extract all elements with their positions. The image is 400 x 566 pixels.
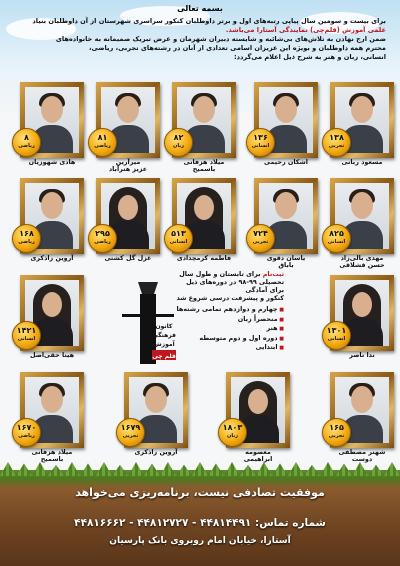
rank-badge: ۱۶۷۰ ریاضی	[12, 418, 41, 447]
rank-badge: ۱۳۰۱ انسانی	[322, 321, 351, 350]
logo-text: فرهنگی	[152, 332, 176, 339]
student-card	[20, 178, 84, 270]
student-card	[169, 178, 236, 270]
rank-badge: ۱۴۲۱ انسانی	[12, 321, 41, 350]
student-card	[172, 82, 236, 174]
student-name: معصومه ابراهیمی	[243, 448, 273, 463]
student-name: هینا حقی‌اصل	[29, 351, 74, 359]
student-card	[254, 178, 318, 270]
qalamchi-logo	[118, 280, 178, 372]
student-name: میرآرین عزیز هنرآباد	[108, 158, 148, 173]
announcement-header	[14, 4, 386, 62]
phone-numbers: شماره تماس: ۴۴۸۱۴۴۹۱ - ۴۴۸۱۲۷۲۷ - ۴۴۸۱۶۶۶۲	[74, 517, 326, 529]
promo-line: تحصیلی ۹۹-۹۸ در دوره‌های ذیل برای آمادگی	[186, 278, 284, 294]
student-card	[16, 372, 84, 464]
student-name: میلاد هزفانی باسمیح	[183, 158, 225, 173]
rank-badge: ۱۶۷۹ تجربی	[116, 418, 145, 447]
promo-title-highlight: ثبت‌نام	[262, 270, 284, 278]
rank-badge: ۱۶۸ ریاضی	[12, 224, 41, 253]
student-name: هادی شهوزیان	[28, 158, 76, 166]
student-card	[330, 372, 394, 464]
header-line: محترم همه داوطلبان و بویژه این عزیزان اسامی تعدادی از آنان در رشته‌های تجربی، ریاضی،	[88, 44, 386, 52]
rank-badge: ۵۱۳ انسانی	[164, 224, 193, 253]
student-card	[330, 82, 394, 174]
student-card	[96, 178, 160, 270]
student-name: آروین زاذکری	[30, 254, 74, 262]
header-line: علمی آموزش (قلم‌چی) نمایندگی آستارا می‌باشد.	[225, 26, 386, 34]
logo-text: کانون	[155, 323, 173, 330]
rank-badge: ۸۱ ریاضی	[88, 128, 117, 157]
header-line: ضمن ارج نهادن به تلاش‌های بی‌شائبه و شایسته دبیران شهرمان و عرض تبریک صمیمانه به خانواده‌های	[55, 35, 386, 43]
student-card	[20, 82, 84, 174]
student-name: ندا ناصر	[349, 351, 375, 359]
rank-badge: ۸۲ زبان	[164, 128, 193, 157]
student-card	[327, 178, 394, 270]
rank-badge: ۱۶۵ تجربی	[322, 418, 351, 447]
rank-badge: ۸۲۵ انسانی	[322, 224, 351, 253]
student-name: مسعود ربانی	[341, 158, 383, 166]
rank-badge: ۱۸۰۳ زبان	[218, 418, 247, 447]
course-item: ■ منحصراً زبان	[176, 315, 284, 325]
logo-text: آموزش	[153, 341, 175, 348]
address: آستارا، خیابان امام روبروی بانک پارسیان	[109, 536, 291, 546]
student-name: غزل گل کشتی	[104, 254, 152, 262]
student-card	[251, 82, 318, 174]
course-item: ■ چهارم و دوازدهم تمامی رشته‌ها	[176, 305, 284, 315]
promo-text	[176, 270, 284, 353]
student-card	[326, 275, 394, 367]
promo-title: برای تابستان و طول سال	[179, 270, 261, 278]
student-card	[96, 82, 160, 174]
rank-badge: ۲۹۵ ریاضی	[88, 224, 117, 253]
rank-badge: ۸ ریاضی	[12, 128, 41, 157]
slogan: موفقیت تصادفی نیست، برنامه‌ریزی می‌خواهد	[75, 486, 325, 499]
student-name: آروین زاذکری	[134, 448, 178, 456]
student-name: فاطمه کرمچدادی	[176, 254, 232, 262]
course-list	[176, 305, 284, 353]
logo-brand: قلم چی	[152, 353, 176, 360]
student-name: شهنر مصطفی دوست	[338, 448, 386, 463]
student-card	[222, 372, 290, 464]
registration-promo	[118, 270, 283, 370]
student-card	[16, 275, 84, 367]
student-name: اشکان رحیمی	[264, 158, 308, 166]
rank-badge: ۱۳۶ انسانی	[246, 128, 275, 157]
student-name: یاسان دقوی باباق	[266, 254, 306, 269]
header-line: انسانی، زبان و هنر به شرح ذیل اعلام می‌گردد:	[233, 53, 386, 61]
rank-badge: ۱۳۸ تجربی	[322, 128, 351, 157]
student-card	[120, 372, 188, 464]
course-item: ■ ابتدایی	[176, 343, 284, 353]
bismillah: بسمه تعالی	[177, 4, 223, 13]
student-name: میلاد هزفانی باسمیح	[31, 448, 73, 463]
student-name: مهدی بالی‌زاد حسن قشلاقی	[339, 254, 385, 269]
course-item: ■ دوره اول و دوم متوسطه	[176, 334, 284, 344]
course-item: ■ هنر	[176, 324, 284, 334]
header-line: برای بیست و سومین سال پیاپی رتبه‌های اول و برتر داوطلبان کنکور سراسری شهرستان از آن داوطلبان بنیاد	[32, 17, 386, 25]
promo-line: کنکور و پیشرفت درسی شروع شد	[176, 294, 284, 302]
rank-badge: ۷۲۴ تجربی	[246, 224, 275, 253]
